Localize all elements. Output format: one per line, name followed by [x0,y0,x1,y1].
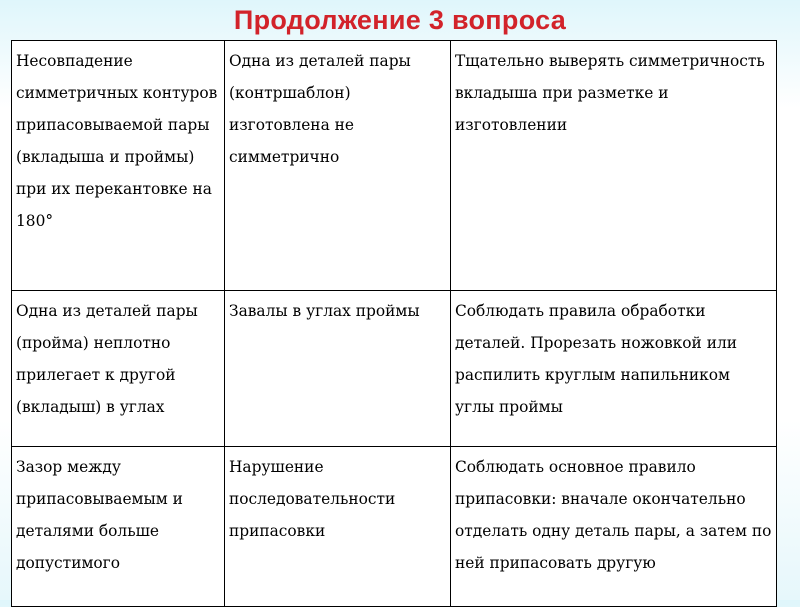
cause-cell: Завалы в углах проймы [225,291,451,447]
defect-cell: Несовпадение симметричных контуров припасовываемой пары (вкладыша и проймы) при их перекантовке на 180° [12,41,225,291]
table-row [12,41,777,291]
cause-cell: Нарушение последовательности припасовки [225,447,451,607]
prevention-cell: Тщательно выверять симметричность вкладыша при разметке и изготовлении [451,41,777,291]
prevention-cell: Соблюдать правила обработки деталей. Прорезать ножовкой или распилить круглым напильником углы проймы [451,291,777,447]
table-row [12,291,777,447]
defect-cell: Зазор между припасовываемым и деталями больше допустимого [12,447,225,607]
cause-cell: Одна из деталей пары (контршаблон) изготовлена не симметрично [225,41,451,291]
defects-table [11,40,777,607]
table-row [12,447,777,607]
prevention-cell: Соблюдать основное правило припасовки: вначале окончательно отделать одну деталь пары, а затем по ней припасовать другую [451,447,777,607]
defect-cell: Одна из деталей пары (пройма) неплотно прилегает к другой (вкладыш) в углах [12,291,225,447]
slide-title: Продолжение 3 вопроса [233,5,567,35]
